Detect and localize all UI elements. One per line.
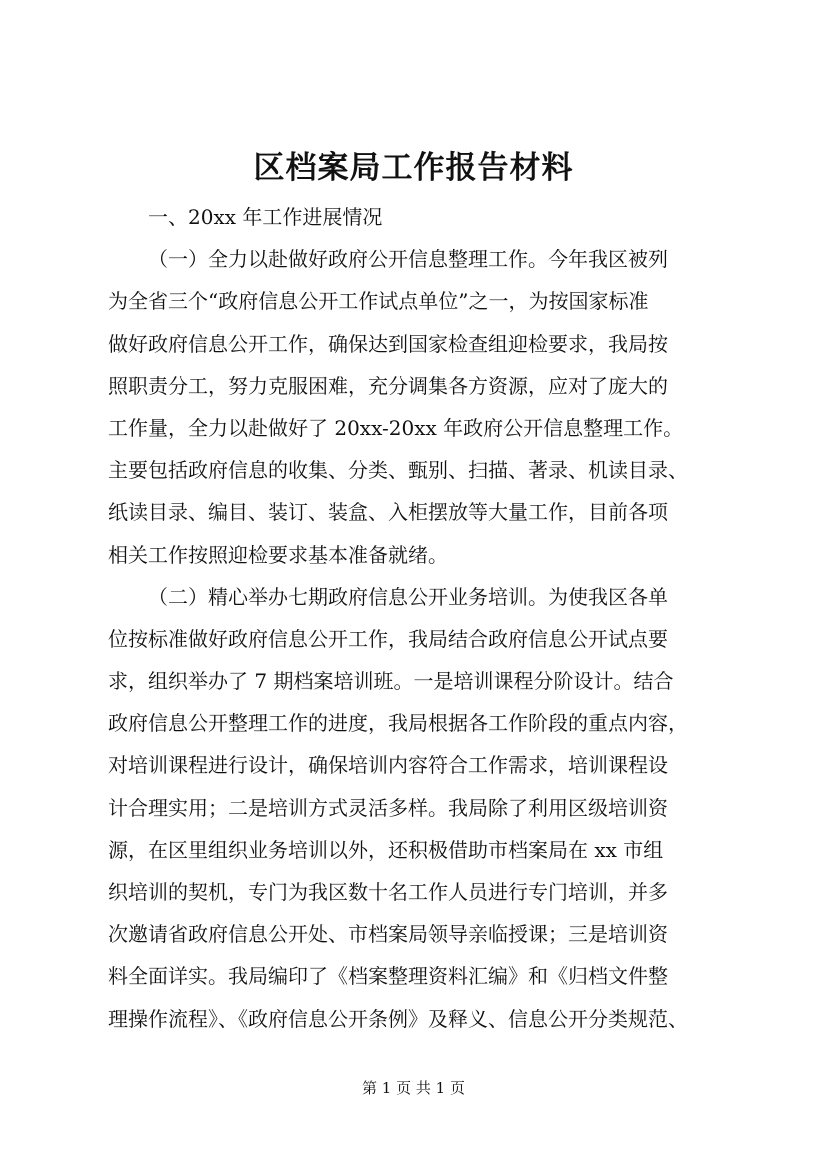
paragraph-line: 政府信息公开整理工作的进度，我局根据各工作阶段的重点内容，	[108, 711, 688, 736]
paragraph-line: 源，在区里组织业务培训以外，还积极借助市档案局在 xx 市组	[108, 837, 664, 862]
paragraph-1	[108, 238, 728, 576]
paragraph-2	[108, 576, 728, 1040]
paragraph-line: 理操作流程》、《政府信息公开条例》及释义、信息公开分类规范、	[108, 1006, 688, 1031]
paragraph-line: 做好政府信息公开工作，确保达到国家检查组迎检要求，我局按	[108, 331, 668, 356]
section-heading	[108, 196, 728, 238]
paragraph-line: 料全面详实。我局编印了《档案整理资料汇编》和《归档文件整	[108, 964, 668, 989]
paragraph-line: 求，组织举办了 7 期档案培训班。一是培训课程分阶设计。结合	[108, 669, 674, 694]
paragraph-line: 相关工作按照迎检要求基本准备就绪。	[108, 542, 448, 567]
paragraph-line: 计合理实用；二是培训方式灵活多样。我局除了利用区级培训资	[108, 795, 668, 820]
paragraph-line: （二）精心举办七期政府信息公开业务培训。为使我区各单	[148, 584, 668, 609]
paragraph-line: 为全省三个“政府信息公开工作试点单位”之一，为按国家标准	[108, 289, 649, 314]
paragraph-line: 工作量，全力以赴做好了 20xx-20xx 年政府公开信息整理工作。	[108, 415, 684, 440]
paragraph-line: 位按标准做好政府信息公开工作，我局结合政府信息公开试点要	[108, 626, 668, 651]
document-body	[108, 196, 728, 1040]
paragraph-line: 纸读目录、编目、装订、装盒、入柜摆放等大量工作，目前各项	[108, 500, 668, 525]
paragraph-line: （一）全力以赴做好政府公开信息整理工作。今年我区被列	[148, 247, 668, 272]
paragraph-line: 织培训的契机，专门为我区数十名工作人员进行专门培训，并多	[108, 880, 668, 904]
page-number: 第 1 页 共 1 页	[362, 1079, 465, 1097]
paragraph-line: 对培训课程进行设计，确保培训内容符合工作需求，培训课程设	[108, 753, 668, 778]
paragraph-line: 照职责分工，努力克服困难，充分调集各方资源，应对了庞大的	[108, 373, 668, 398]
paragraph-line: 主要包括政府信息的收集、分类、甄别、扫描、著录、机读目录、	[108, 458, 688, 483]
document-title: 区档案局工作报告材料	[253, 150, 574, 186]
paragraph-line: 次邀请省政府信息公开处、市档案局领导亲临授课；三是培训资	[108, 922, 668, 947]
section-heading-line: 一、20xx 年工作进展情况	[148, 205, 383, 229]
